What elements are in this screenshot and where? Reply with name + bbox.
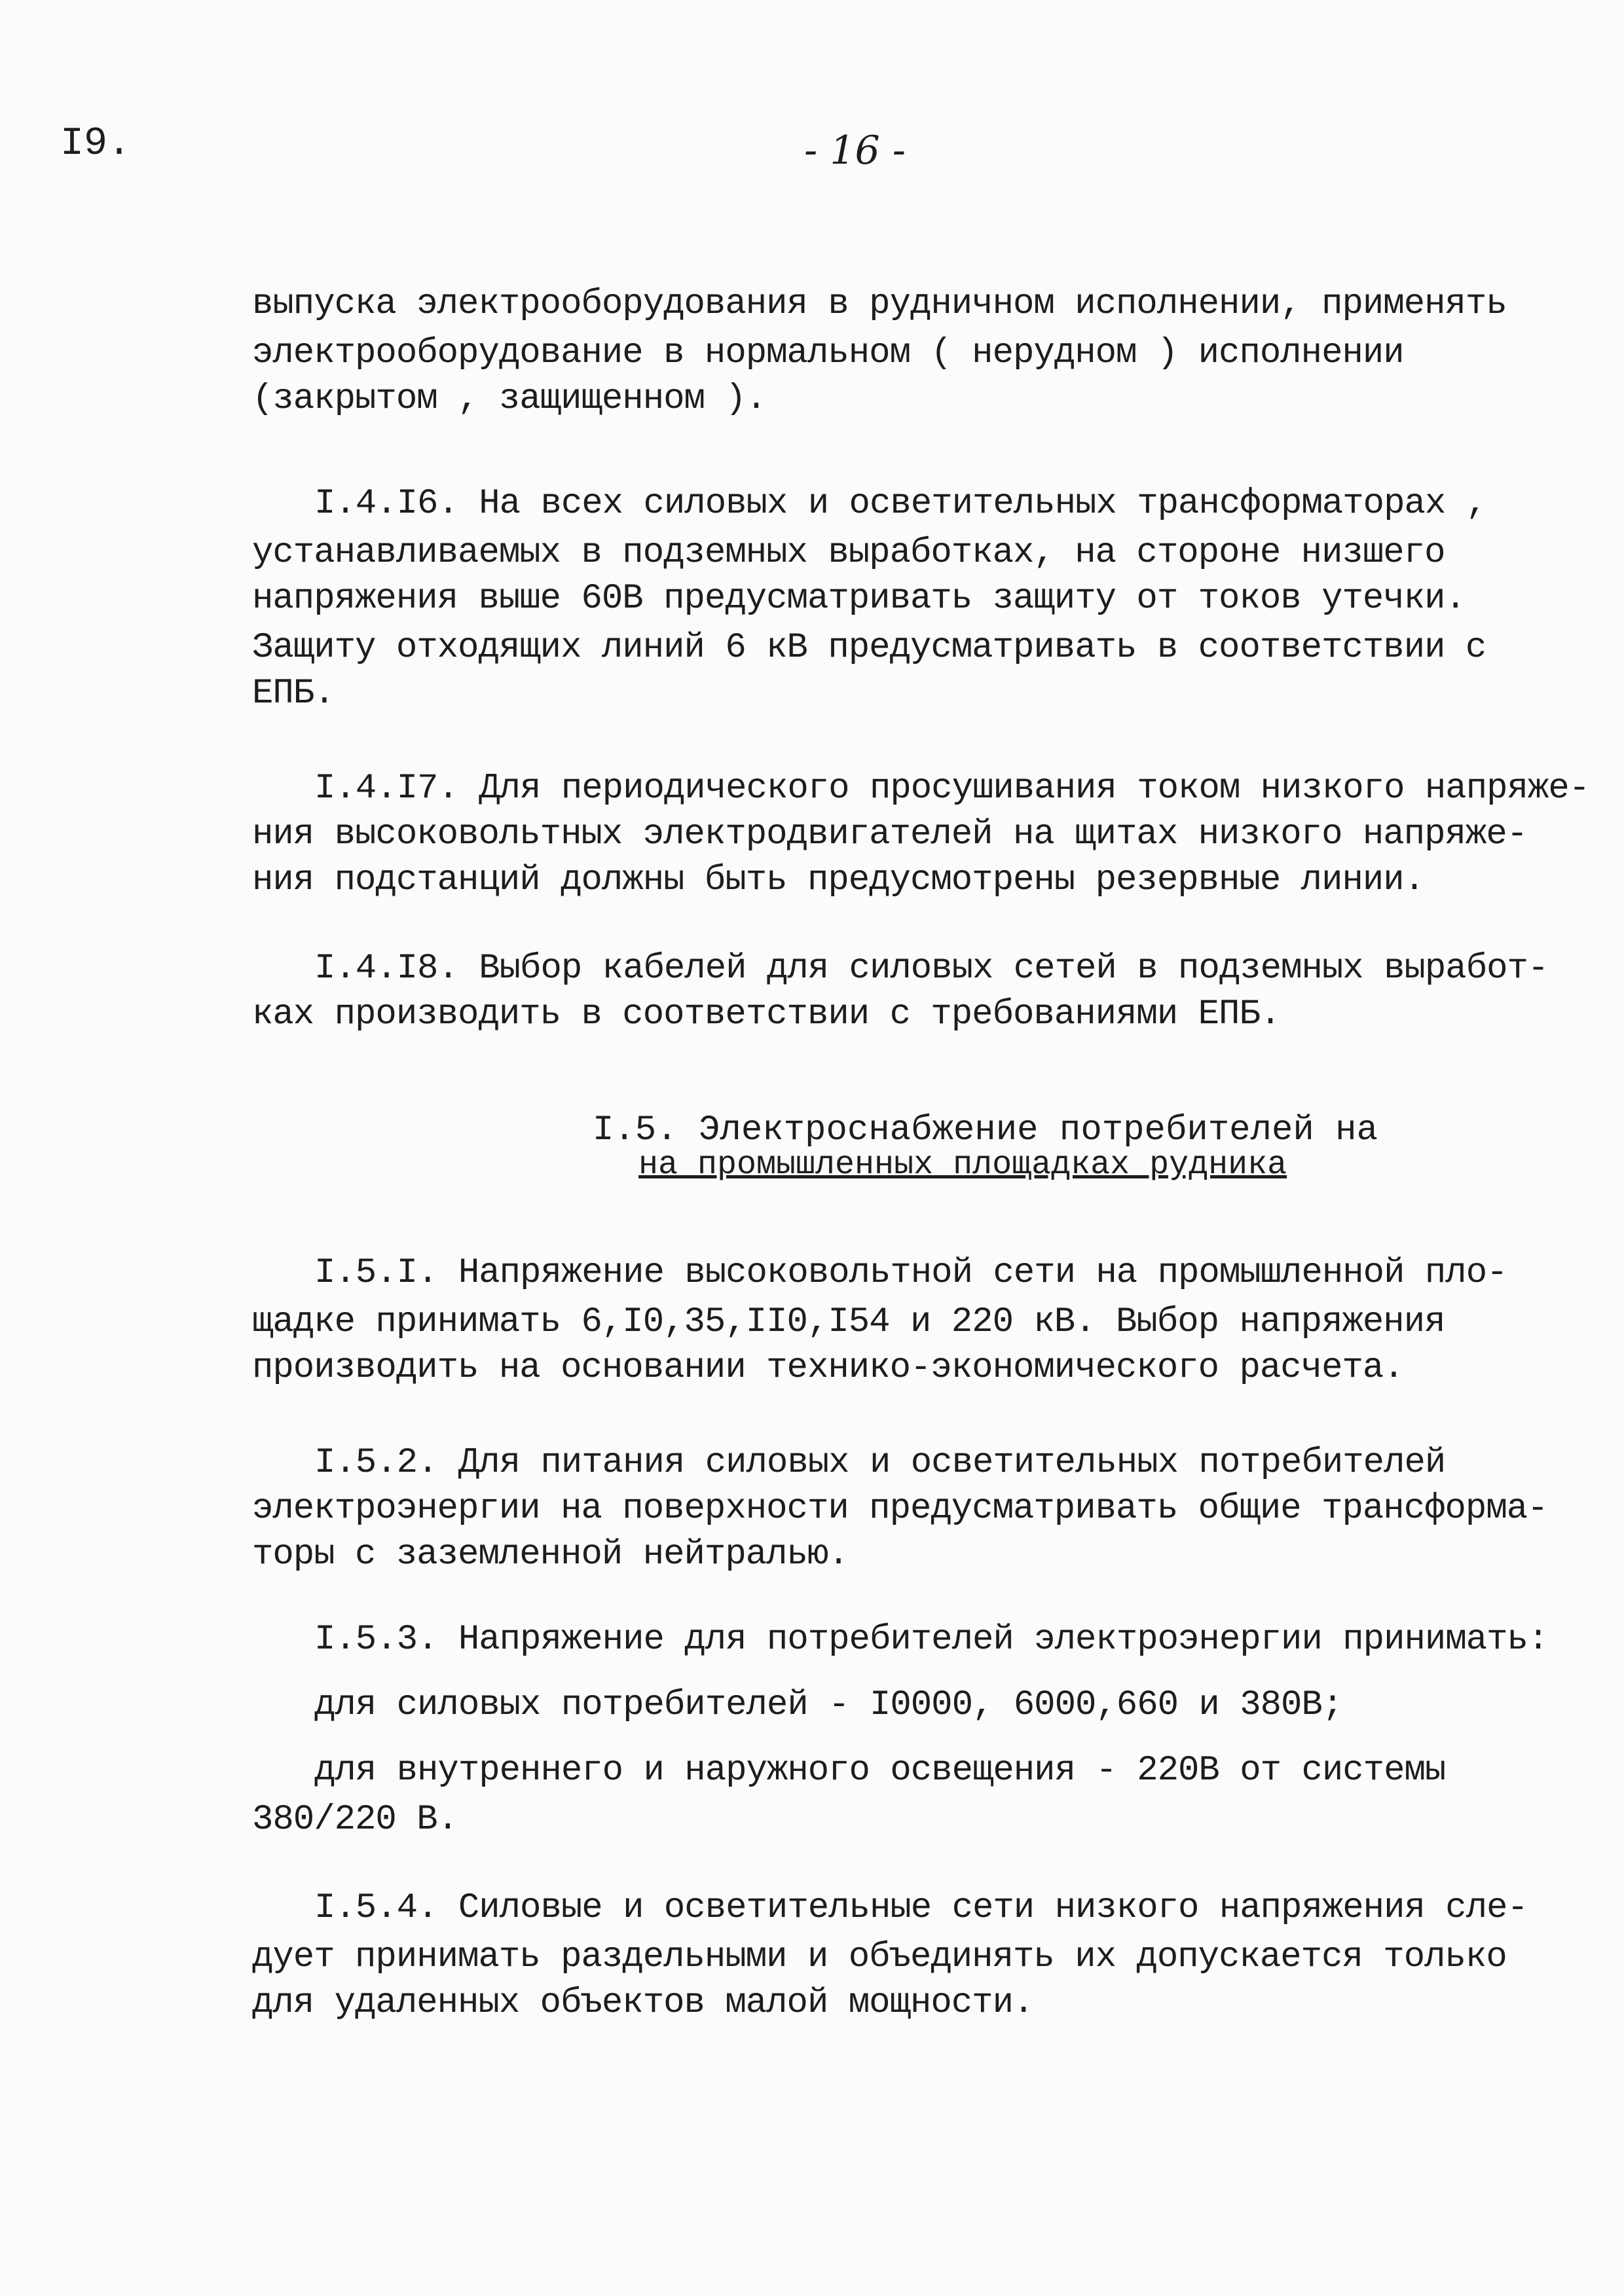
paragraph-line: выпуска электрооборудования в рудничном исполнении, применять — [252, 284, 1507, 324]
page-number: - 16 - — [804, 128, 906, 173]
paragraph-line: 380/220 В. — [252, 1800, 458, 1840]
paragraph-line: I.5.2. Для питания силовых и осветительных потребителей — [314, 1443, 1446, 1483]
paragraph-line: напряжения выше 60В предусматривать защиту от токов утечки. — [252, 579, 1466, 619]
section-title: I.5. Электроснабжение потребителей на — [593, 1110, 1378, 1150]
paragraph-line: дует принимать раздельными и объединять их допускается только — [252, 1937, 1507, 1977]
paragraph-line: (закрытом , защищенном ). — [252, 379, 767, 419]
paragraph-line: для удаленных объектов малой мощности. — [252, 1983, 1034, 2023]
paragraph-line: I.5.I. Напряжение высоковольтной сети на промышленной пло- — [314, 1253, 1507, 1293]
paragraph-line: I.4.I7. Для периодического просушивания током низкого напряже- — [314, 769, 1590, 809]
paragraph-line: электроэнергии на поверхности предусматривать общие трансформа- — [252, 1489, 1548, 1529]
sheet-number: I9. — [60, 122, 132, 166]
paragraph-line: устанавливаемых в подземных выработках, на стороне низшего — [252, 533, 1445, 573]
paragraph-line: щадке принимать 6,I0,35,II0,I54 и 220 кВ. Выбор напряжения — [252, 1302, 1445, 1342]
paragraph-line: торы с заземленной нейтралью. — [252, 1535, 849, 1575]
paragraph-line: электрооборудование в нормальном ( нерудном ) исполнении — [252, 333, 1404, 373]
paragraph-line: производить на основании технико-экономического расчета. — [252, 1348, 1404, 1388]
paragraph-line: для силовых потребителей - I0000, 6000,660 и 380В; — [314, 1685, 1343, 1725]
paragraph-line: ках производить в соответствии с требованиями ЕПБ. — [252, 994, 1281, 1034]
section-subtitle: на промышленных площадках рудника — [638, 1146, 1287, 1184]
paragraph-line: I.4.I8. Выбор кабелей для силовых сетей в подземных выработ- — [314, 949, 1549, 989]
paragraph-line: I.5.4. Силовые и осветительные сети низкого напряжения сле- — [314, 1888, 1528, 1928]
paragraph-line: ния подстанций должны быть предусмотрены резервные линии. — [252, 860, 1425, 900]
paragraph-line: I.4.I6. На всех силовых и осветительных трансформаторах , — [314, 484, 1487, 524]
paragraph-line: ЕПБ. — [252, 674, 335, 714]
paragraph-line: для внутреннего и наружного освещения - 220В от системы — [314, 1751, 1446, 1791]
paragraph-line: Защиту отходящих линий 6 кВ предусматривать в соответствии с — [252, 628, 1486, 668]
paragraph-line: I.5.3. Напряжение для потребителей электроэнергии принимать: — [314, 1620, 1549, 1660]
paragraph-line: ния высоковольтных электродвигателей на щитах низкого напряже- — [252, 814, 1528, 854]
